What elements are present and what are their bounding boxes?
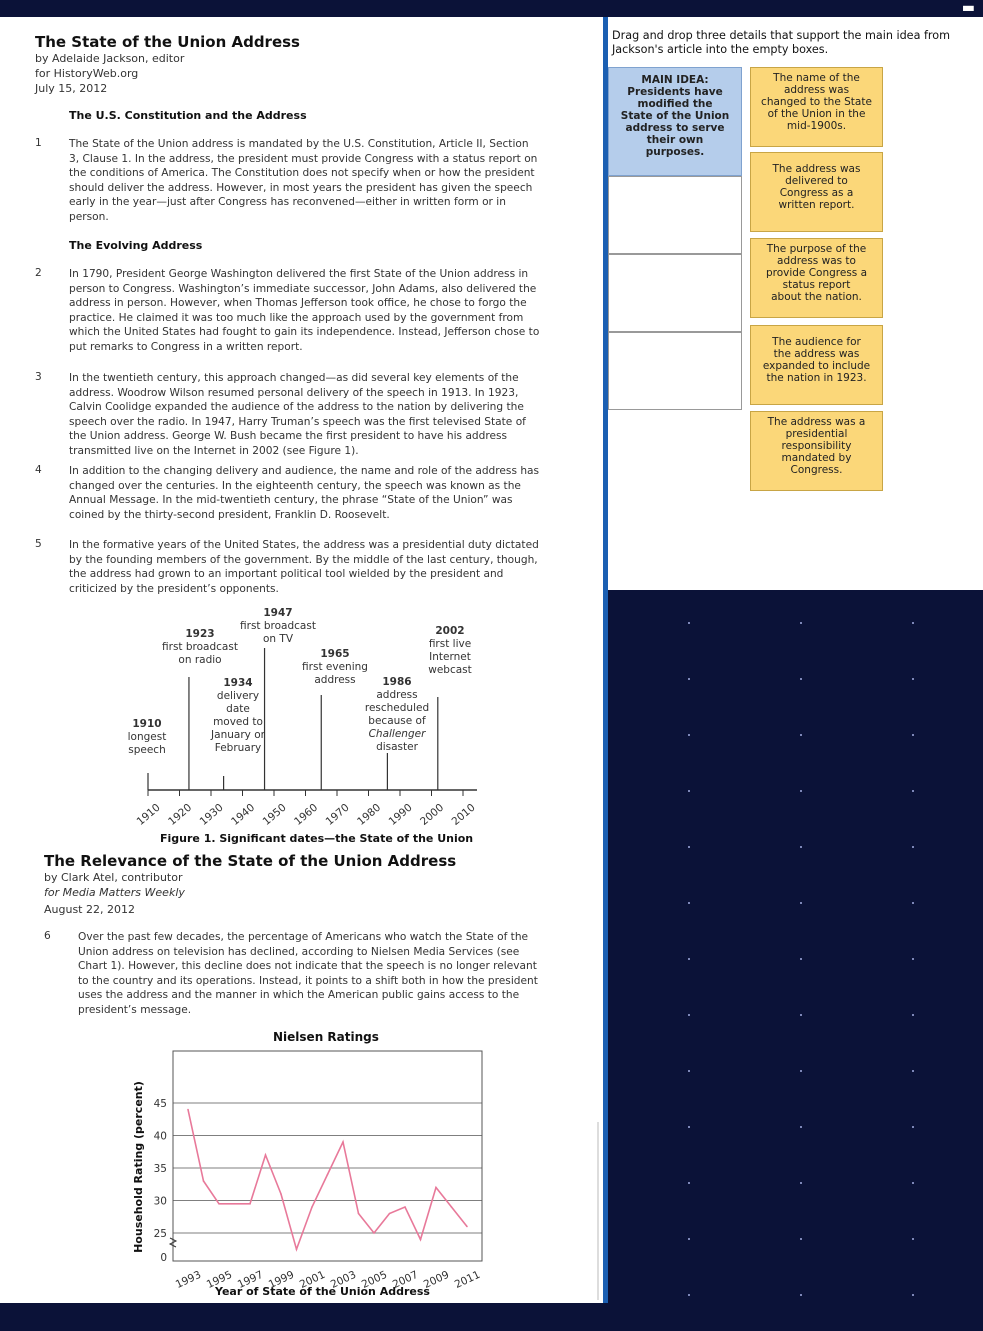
background-dot [688,1182,690,1184]
article1-source: for HistoryWeb.org [35,67,139,80]
data-point [466,1226,468,1228]
timeline-event-1934: 1934 delivery date moved to January or February [211,677,265,754]
article1-title: The State of the Union Address [35,33,300,51]
chart-x-label: Year of State of the Union Address [215,1285,430,1298]
background-dot [688,1126,690,1128]
background-dot [688,734,690,736]
y-tick-label: 40 [153,1130,167,1143]
data-point [265,1154,267,1156]
background-dot [800,1238,802,1240]
article2-date: August 22, 2012 [44,903,135,916]
timeline-tick-label: 1980 [355,801,384,828]
x-tick-label: 1993 [173,1268,204,1291]
background-dot [688,622,690,624]
background-dot [912,958,914,960]
y-tick-label: 30 [153,1195,167,1208]
data-point [342,1141,344,1143]
chart-y-label: Household Rating (percent) [132,1081,145,1253]
paragraph-3: In the twentieth century, this approach changed—as did several key elements of the address. Woodrow Wilson resumed personal delivery of the speech in 1913. In 1923, Calvin Coolidge expanded the audience of the address to the nation by delivering the speech over the radio. In 1947, Harry Truman’s speech was the first televised State of the Union address. George W. Bush became the first president to have his address transmitted live on the Internet in 2002 (see Figure 1). [69,372,526,457]
section-heading: The Evolving Address [69,239,203,252]
background-dot [912,902,914,904]
timeline-tick-label: 1990 [386,801,415,828]
paragraph-5: In the formative years of the United States, the address was a presidential duty dictated by the founding members of the government. By the middle of the last century, though, the address had grown to an important political tool wielded by the president and criticized by the president’s opponents. [69,539,539,595]
timeline-event-2002: 2002 first live Internet webcast [428,625,472,676]
paragraph-4: In addition to the changing delivery and audience, the name and role of the address has changed over the centuries. In the eighteenth century, the speech was known as the Annual Message. In the mid-twentieth century, the phrase “State of the Union” was coined by the thirty-second president, Franklin D. Roosevelt. [69,465,540,521]
background-dot [912,1294,914,1296]
data-point [327,1174,329,1176]
data-point [451,1206,453,1208]
detail-tile-4[interactable]: The audience for the address was expanded to include the nation in 1923. [750,325,883,405]
background-dot [688,1238,690,1240]
background-dot [800,1126,802,1128]
paragraph-number: 4 [35,464,42,476]
main-idea-box: MAIN IDEA: Presidents have modified the State of the Union address to serve their own purposes. [608,67,742,176]
x-tick-label: 1997 [235,1268,266,1291]
scrollbar[interactable] [597,1122,599,1300]
x-tick-label: 2003 [328,1268,359,1291]
drop-box-3[interactable] [608,332,742,410]
paragraph-6: Over the past few decades, the percentage of Americans who watch the State of the Union address on television has declined, according to Nielsen Media Services (see Chart 1). However, this decline does not indicate that the speech is no longer relevant to the country and its operations. Instead, it points to a shift both in how the president uses the address and the manner in which the American public gains access to the president’s message. [78,931,538,1016]
background-dot [912,1014,914,1016]
data-point [249,1203,251,1205]
article2-title: The Relevance of the State of the Union Address [44,852,457,870]
background-dot [800,734,802,736]
paragraph-number: 5 [35,538,42,550]
timeline-event-1986: 1986 address rescheduled because of Challenger disaster [364,676,430,753]
detail-tile-3[interactable]: The purpose of the address was to provide Congress a status report about the nation. [750,238,883,318]
background-dot [688,678,690,680]
main-idea-label: MAIN IDEA: [641,74,709,86]
timeline-tick-label: 1940 [229,801,258,828]
timeline-tick-label: 1960 [292,801,321,828]
timeline-tick-label: 2000 [418,801,447,828]
drop-box-2[interactable] [608,254,742,332]
background-dot [800,1294,802,1296]
chart-title: Nielsen Ratings [273,1030,379,1044]
instructions: Drag and drop three details that support the main idea from Jackson's article into the empty boxes. [612,29,951,56]
timeline-tick-label: 1920 [166,801,195,828]
background-dot [912,846,914,848]
data-point [358,1213,360,1215]
timeline-tick-label: 1910 [134,801,163,828]
x-tick-label: 2009 [421,1268,452,1291]
data-point [311,1206,313,1208]
background-dot [800,846,802,848]
background-dot [688,1070,690,1072]
article1-date: July 15, 2012 [35,82,108,95]
background-dot [912,1238,914,1240]
y-tick-label: 0 [160,1252,167,1264]
drop-box-1[interactable] [608,176,742,254]
timeline-event-1965: 1965 first evening address [302,648,368,686]
x-tick-label: 1995 [204,1268,235,1291]
data-point [187,1109,189,1111]
corner-glyph: ▬ [961,0,975,16]
background-dot [800,902,802,904]
background-dot [688,958,690,960]
detail-tile-1[interactable]: The name of the address was changed to the State of the Union in the mid-1900s. [750,67,883,147]
paragraph-1: The State of the Union address is mandated by the U.S. Constitution, Article II, Section 3, Clause 1. In the address, the president must provide Congress with a status report on the conditions of America. The Constitution does not specify when or how the president should deliver the address. However, in most years the president has given the speech early in the year—just after Congress has reconvened—either in written form or in person. [69,138,538,223]
background-dot [688,790,690,792]
timeline-event-1910: 1910 longest speech [127,718,167,756]
article2-source: for Media Matters Weekly [44,886,185,899]
y-tick-label: 35 [153,1163,167,1175]
data-point [296,1248,298,1250]
background-dot [688,1014,690,1016]
bottom-bar [0,1303,983,1331]
timeline-event-1947: 1947 first broadcast on TV [240,607,316,645]
timeline-caption: Figure 1. Significant dates—the State of the Union [160,832,474,845]
nielsen-chart [120,1045,500,1303]
plot-area [173,1051,482,1261]
background-dot [912,1182,914,1184]
data-point [404,1206,406,1208]
background-dot [800,1182,802,1184]
x-tick-label: 2001 [297,1268,328,1291]
background-dot [688,902,690,904]
data-point [435,1187,437,1189]
article2-byline: by Clark Atel, contributor [44,871,183,884]
timeline-tick-label: 1950 [260,801,289,828]
background-dot [688,846,690,848]
timeline-tick-label: 1970 [323,801,352,828]
data-point [389,1213,391,1215]
background-dot [800,1070,802,1072]
article1-byline: by Adelaide Jackson, editor [35,52,185,65]
background-dot [912,1126,914,1128]
data-point [420,1239,422,1241]
paragraph-number: 3 [35,371,42,383]
x-tick-label: 1999 [266,1268,297,1291]
timeline-tick-label: 1930 [197,801,226,828]
background-dot [800,958,802,960]
background-dot [912,622,914,624]
paragraph-2: In 1790, President George Washington delivered the first State of the Union address in person to Congress. Washington’s immediate successor, John Adams, also delivered the address in person. However, when Thomas Jefferson took office, he chose to forgo the practice. He claimed it was too much like the approach used by the government from which the United States had fought to gain its independence. Instead, Jefferson chose to put remarks to Congress in a written report. [69,268,540,353]
y-tick-label: 25 [153,1228,167,1240]
timeline-tick-label: 2010 [449,801,478,828]
article-panel[interactable] [0,17,603,1303]
section-heading: The U.S. Constitution and the Address [69,109,307,122]
paragraph-number: 1 [35,137,42,149]
paragraph-number: 6 [44,930,51,942]
background-dot [912,1070,914,1072]
paragraph-number: 2 [35,267,42,279]
data-point [234,1203,236,1205]
detail-tile-2[interactable]: The address was delivered to Congress as a written report. [750,152,883,232]
background-dot [912,678,914,680]
data-point [218,1203,220,1205]
background-dot [800,678,802,680]
x-tick-label: 2011 [452,1268,483,1291]
data-point [373,1232,375,1234]
background-dot [800,622,802,624]
y-tick-label: 45 [153,1098,167,1110]
data-point [203,1180,205,1182]
detail-tile-5[interactable]: The address was a presidential responsibility mandated by Congress. [750,411,883,491]
x-tick-label: 2007 [390,1268,421,1291]
background-dot [912,790,914,792]
background-dot [912,734,914,736]
timeline-event-1923: 1923 first broadcast on radio [162,628,238,666]
background-dot [800,1014,802,1016]
data-point [280,1193,282,1195]
top-bar [0,0,983,17]
background-dot [688,1294,690,1296]
background-dot [800,790,802,792]
x-tick-label: 2005 [359,1268,390,1291]
